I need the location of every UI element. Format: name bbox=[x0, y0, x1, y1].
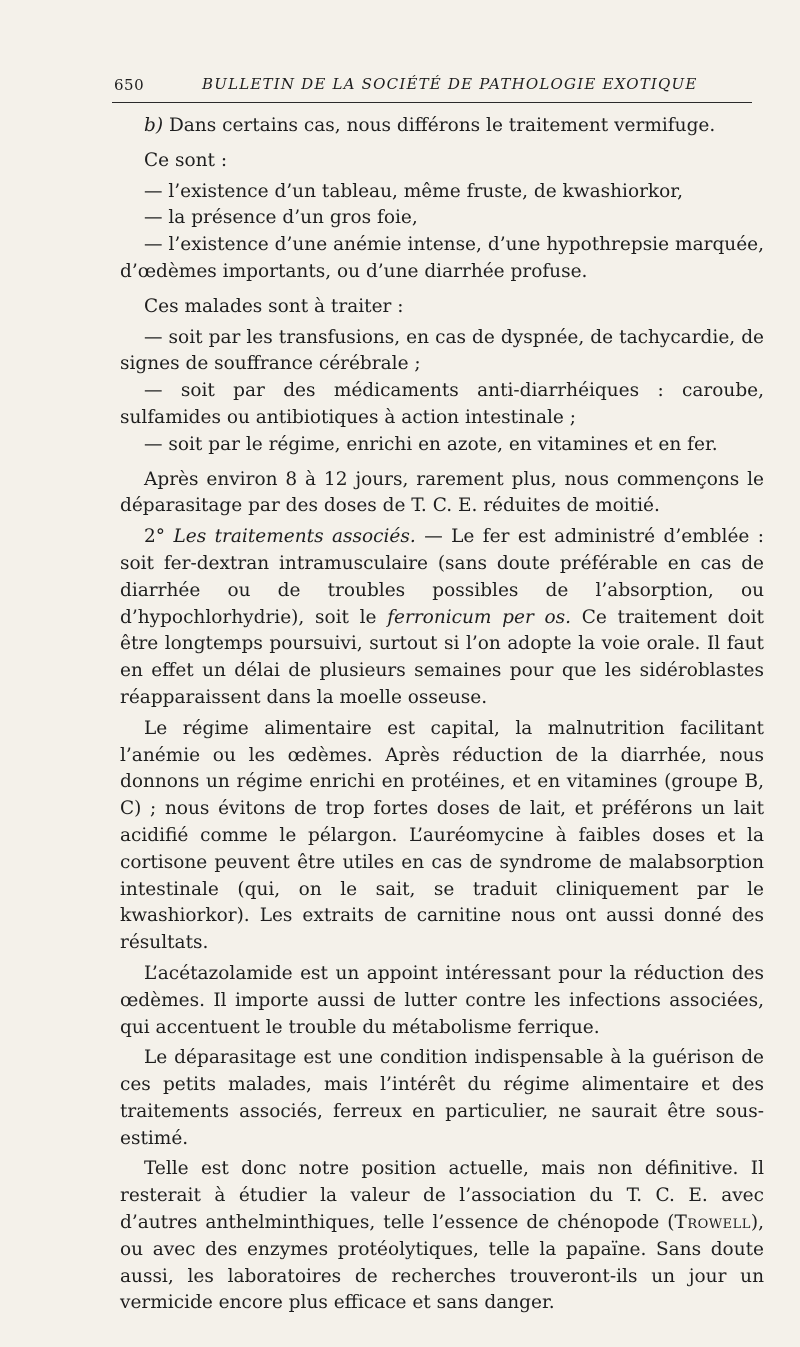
section-title: Les traitements associés. bbox=[173, 526, 416, 548]
drug-name: ferronicum per os. bbox=[387, 606, 572, 628]
list-item: — soit par des médicaments anti-diarrhéiques : caroube, sulfamides ou antibiotiques à action intestinale ; bbox=[120, 380, 764, 428]
section-number: 2° bbox=[144, 526, 166, 548]
paragraph-regime: Le régime alimentaire est capital, la malnutrition facilitant l’anémie ou les œdèmes. Après réduction de la diarrhée, nous donnons un régime enrichi en protéines, et en vitamines (groupe B, C) ; nous évitons de trop fortes doses de lait, et préférons un lait acidifié comme le pélargon. L’auréomycine à faibles doses et la cortisone peuvent être utiles en cas de syndrome de malabsorption intestinale (qui, on le sait, se traduit cliniquement par le kwashiorkor). Les extraits de carnitine nous ont aussi donné des résultats. bbox=[120, 717, 764, 954]
paragraph-deparasitage: Le déparasitage est une condition indispensable à la guérison de ces petits malades, mais l’intérêt du régime alimentaire et des traitements associés, ferreux en particulier, ne saurait être sous-estimé. bbox=[120, 1047, 764, 1149]
list-item: — la présence d’un gros foie, bbox=[144, 207, 418, 229]
paragraph-acetazolamide: L’acétazolamide est un appoint intéressant pour la réduction des œdèmes. Il importe aussi de lutter contre les infections associées, qui accentuent le trouble du métabolisme ferrique. bbox=[120, 962, 764, 1038]
author-name: Trowell bbox=[674, 1212, 751, 1234]
list-item: — l’existence d’une anémie intense, d’une hypothrepsie marquée, d’œdèmes importants, ou d’une diarrhée profuse. bbox=[120, 234, 764, 282]
paragraph-conclusion: Telle est donc notre position actuelle, mais non définitive. Il resterait à étudier la valeur de l’association du T. C. E. avec d’autres anthelminthiques, telle l’essence de chénopode (Trowell), ou avec des enzymes protéolytiques, telle la papaïne. Sans doute aussi, les laboratoires de recherches trouveront-ils un jour un vermicide encore plus efficace et sans danger. bbox=[120, 1158, 764, 1314]
paragraph-apres-environ: Après environ 8 à 12 jours, rarement plus, nous commençons le déparasitage par des doses de T. C. E. réduites de moitié. bbox=[120, 468, 764, 517]
paragraph-b: b) Dans certains cas, nous différons le traitement vermifuge. bbox=[144, 115, 716, 136]
paragraph-traitements-associes: 2° Les traitements associés. — Le fer est administré d’emblée : soit fer-dextran intramusculaire (sans doute préférable en cas de diarrhée ou de troubles possibles de l’absorption, ou d’hypochlorhydrie), soit le ferronicum per os. Ce traitement doit être longtemps poursuivi, surtout si l’on adopte la voie orale. Il faut en effet un délai de plusieurs semaines pour que les sidéroblastes réapparaissent dans la moelle osseuse. bbox=[120, 526, 765, 708]
list-item: — soit par le régime, enrichi en azote, en vitamines et en fer. bbox=[144, 433, 718, 455]
list-item: — soit par les transfusions, en cas de dyspnée, de tachycardie, de signes de souffrance cérébrale ; bbox=[120, 326, 764, 375]
running-title: BULLETIN DE LA SOCIÉTÉ DE PATHOLOGIE EXOTIQUE bbox=[202, 75, 698, 93]
paragraph-ce-sont: Ce sont : bbox=[144, 149, 228, 171]
article-body bbox=[120, 113, 764, 1317]
list-item: — l’existence d’un tableau, même fruste, de kwashiorkor, bbox=[144, 180, 683, 202]
paragraph-ces-malades: Ces malades sont à traiter : bbox=[144, 295, 404, 317]
page-number: 650 bbox=[114, 76, 145, 94]
page-header bbox=[112, 74, 752, 103]
section-label-b: b) bbox=[144, 115, 164, 136]
